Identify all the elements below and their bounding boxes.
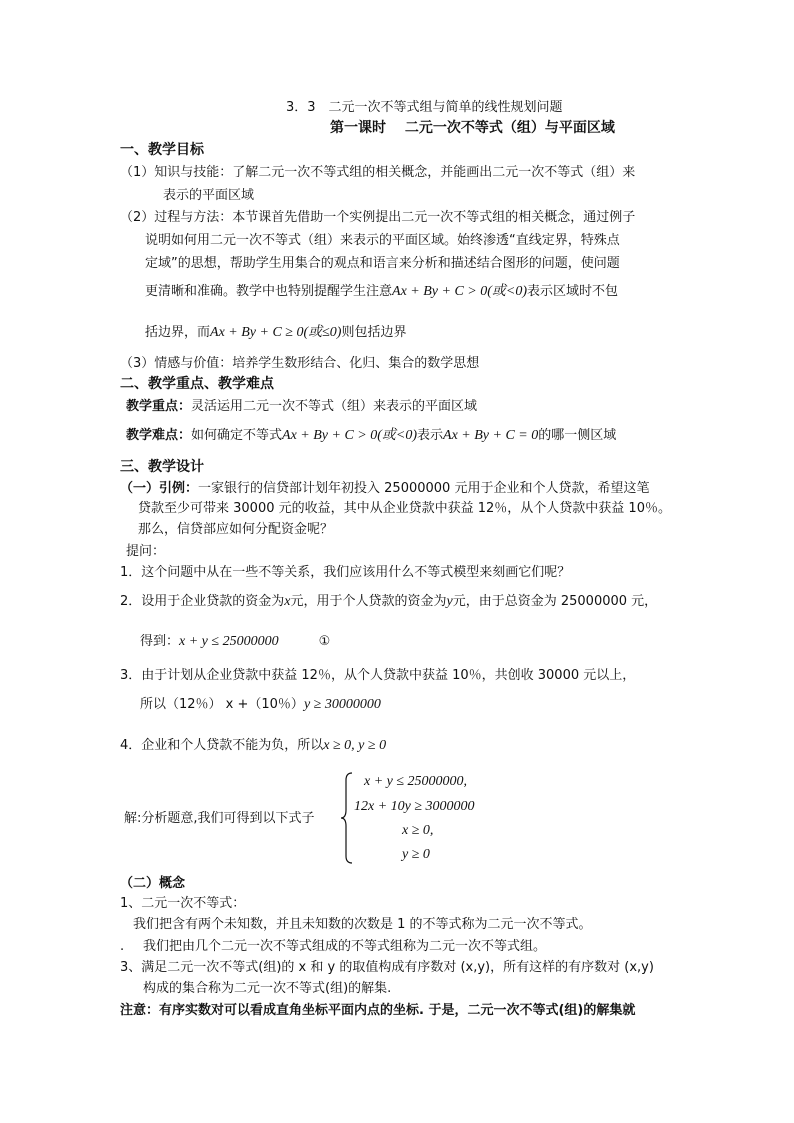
difficulty-text-3: 的哪一侧区域 <box>538 428 617 443</box>
question-4 <box>120 737 386 755</box>
system-row-3: x ≥ 0, <box>402 823 434 838</box>
intro-label: （一）引例： <box>120 481 199 496</box>
intro-line-3: 那么，信贷部应如何分配资金呢？ <box>138 522 334 537</box>
question-2-y: y <box>446 594 453 609</box>
goal-2-line-5-tail: 则包括边界 <box>341 325 407 340</box>
system-row-1: x + y ≤ 25000000, <box>364 774 468 789</box>
question-3-result-text: 所以（12％） x +（10％） <box>140 697 304 712</box>
concept-heading: （二）概念 <box>120 876 186 891</box>
goal-3: （3）情感与价值：培养学生数形结合、化归、集合的数学思想 <box>120 356 480 371</box>
focus-label: 教学重点： <box>126 399 192 414</box>
keypoints-heading: 二、教学重点、教学难点 <box>120 376 274 392</box>
goal-2-line-1: （2）过程与方法：本节课首先借助一个实例提出二元一次不等式组的相关概念，通过例子 <box>120 210 636 225</box>
concept-2-bullet: . <box>120 939 125 954</box>
goal-1-line-2: 表示的平面区域 <box>163 188 255 203</box>
goal-2-line-3: 定域”的思想，帮助学生用集合的观点和语言来分析和描述结合图形的问题，使问题 <box>145 256 620 271</box>
difficulty-text-2: 表示 <box>417 428 444 443</box>
question-2-c: 元，由于总资金为 25000000 元， <box>452 594 658 609</box>
question-2-b: 元，用于个人贷款的资金为 <box>290 594 447 609</box>
section-title: 3．3 二元一次不等式组与简单的线性规划问题 <box>286 100 563 115</box>
difficulty-label: 教学难点： <box>126 428 192 443</box>
ask-label: 提问： <box>126 544 166 559</box>
difficulty-math-1: Ax + By + C > 0(或<0) <box>282 428 418 443</box>
question-1: 1．这个问题中从在一些不等关系，我们应该用什么不等式模型来刻画它们呢？ <box>120 565 571 580</box>
question-2-result <box>140 633 330 651</box>
design-heading: 三、教学设计 <box>120 459 204 475</box>
goal-2-line-4-tail: 表示区域时不包 <box>527 284 619 299</box>
system-row-4: y ≥ 0 <box>402 847 430 862</box>
question-4-text: 4．企业和个人贷款不能为负，所以 <box>120 738 324 753</box>
goal-2-line-5-text: 括边界，而 <box>145 325 211 340</box>
question-3-result <box>140 696 381 714</box>
question-2-a: 2．设用于企业贷款的资金为 <box>120 594 285 609</box>
focus-text: 灵活运用二元一次不等式（组）来表示的平面区域 <box>191 399 478 414</box>
difficulty-text-1: 如何确定不等式 <box>191 428 283 443</box>
concept-1-title: 1、二元一次不等式： <box>120 896 246 911</box>
intro-line-1 <box>120 480 649 498</box>
system-label: 解:分析题意,我们可得到以下式子 <box>124 811 315 826</box>
intro-line-2: 贷款至少可带来 30000 元的收益，其中从企业贷款中获益 12％，从个人贷款中获益 10％。 <box>138 501 671 516</box>
goal-1-line-1: （1）知识与技能：了解二元一次不等式组的相关概念，并能画出二元一次不等式（组）来 <box>120 165 636 180</box>
intro-text-1: 一家银行的信贷部计划年初投入 25000000 元用于企业和个人贷款，希望这笔 <box>198 481 650 496</box>
goal-2-line-2: 说明如何用二元一次不等式（组）来表示的平面区域。始终渗透“直线定界，特殊点 <box>145 233 620 248</box>
question-4-math: x ≥ 0, y ≥ 0 <box>323 738 387 753</box>
question-2-result-math: x + y ≤ 25000000 <box>179 634 279 649</box>
concept-3-line-1: 3、满足二元一次不等式(组)的 x 和 y 的取值构成有序数对 (x,y)，所有这样的有序数对 (x,y) <box>120 960 654 975</box>
concept-1-text: 我们把含有两个未知数，并且未知数的次数是 1 的不等式称为二元一次不等式。 <box>133 917 592 932</box>
goal-2-line-4-text: 更清晰和准确。教学中也特别提醒学生注意 <box>145 284 393 299</box>
question-2-result-text: 得到： <box>140 634 180 649</box>
goals-heading: 一、教学目标 <box>120 142 204 158</box>
goal-2-line-5-math: Ax + By + C ≥ 0(或≤0) <box>210 325 342 340</box>
question-2-x: x <box>284 594 291 609</box>
goal-2-line-4 <box>145 283 618 301</box>
goal-2-line-4-math: Ax + By + C > 0(或<0) <box>392 284 527 299</box>
system-brace <box>340 772 354 864</box>
goal-2-line-5 <box>145 324 407 342</box>
question-3-result-math: y ≥ 30000000 <box>303 697 381 712</box>
concept-2-text: 我们把由几个二元一次不等式组成的不等式组称为二元一次不等式组。 <box>143 939 547 954</box>
system-row-2: 12x + 10y ≥ 3000000 <box>354 799 475 814</box>
note-line: 注意：有序实数对可以看成直角坐标平面内点的坐标. 于是，二元一次不等式(组)的解集就 <box>120 1003 636 1018</box>
lesson-title: 第一课时 二元一次不等式（组）与平面区域 <box>330 120 615 136</box>
question-3: 3．由于计划从企业贷款中获益 12％，从个人贷款中获益 10％，共创收 30000 元以上， <box>120 668 636 683</box>
question-2-result-mark: ① <box>318 634 331 649</box>
focus-line <box>126 398 477 416</box>
difficulty-line <box>126 427 616 445</box>
difficulty-math-2: Ax + By + C = 0 <box>443 428 539 443</box>
concept-3-line-2: 构成的集合称为二元一次不等式(组)的解集. <box>143 981 392 996</box>
question-2 <box>120 593 657 611</box>
